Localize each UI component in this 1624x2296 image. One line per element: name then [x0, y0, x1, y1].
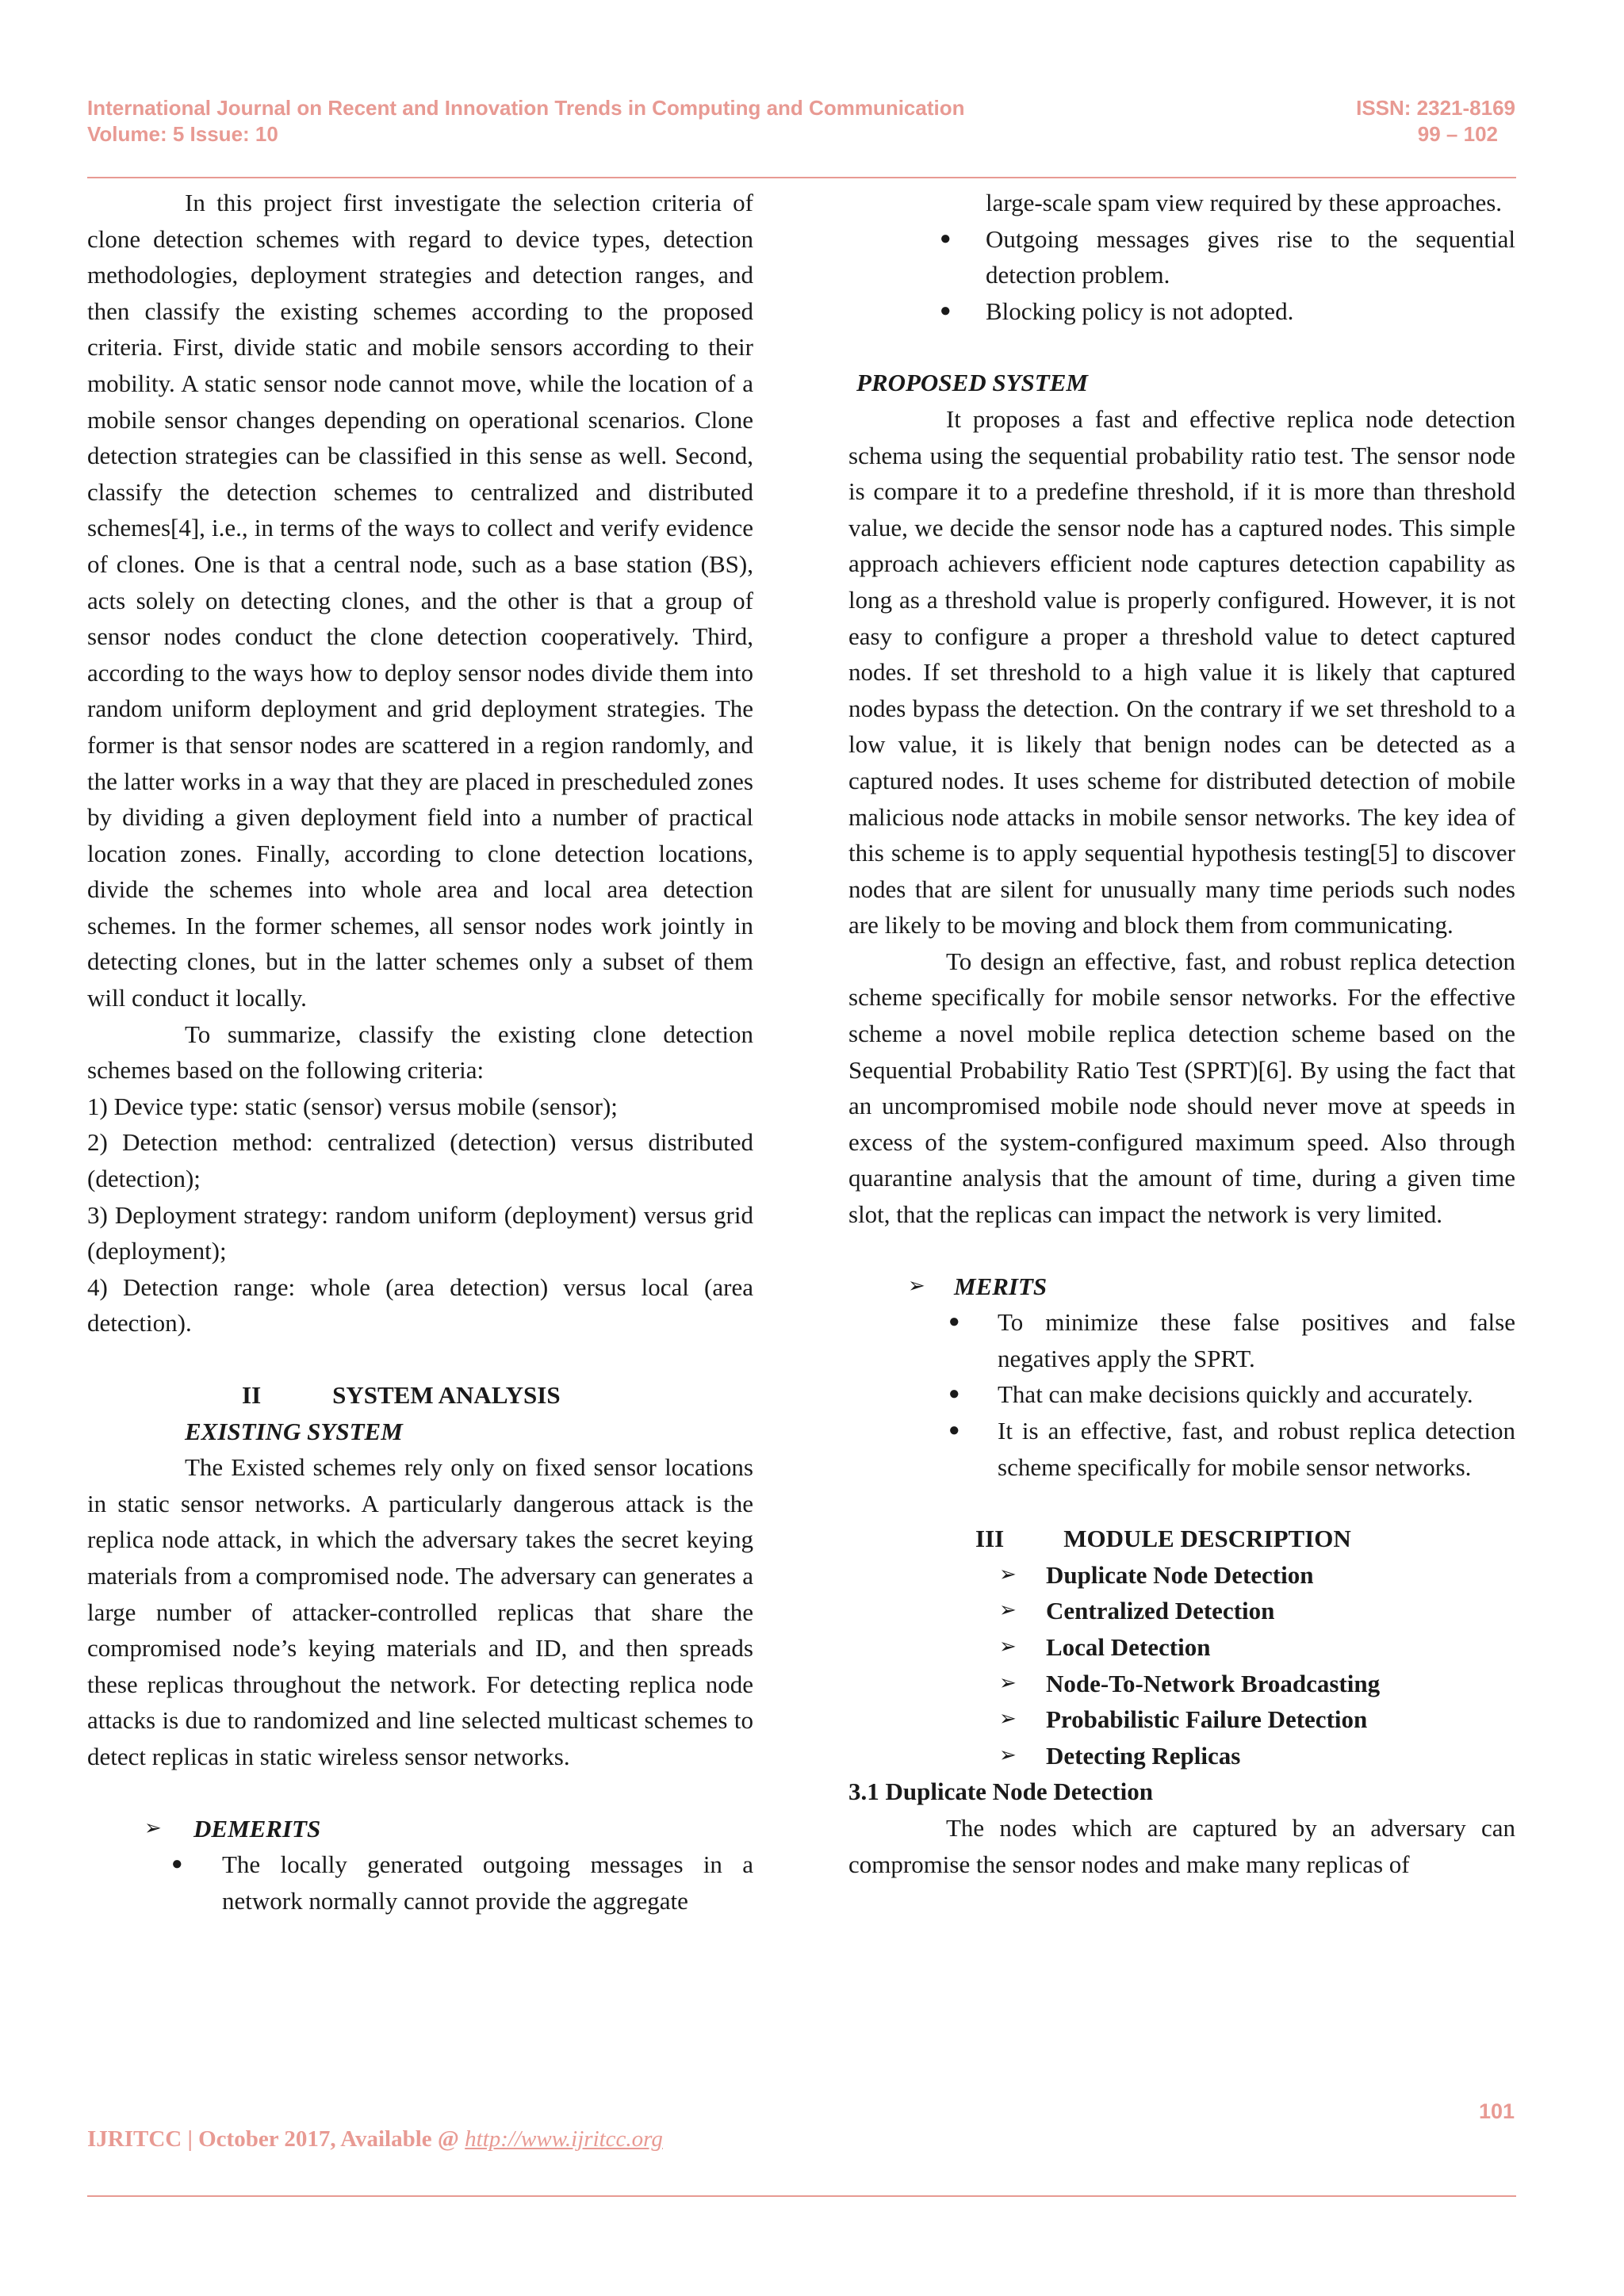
subsection-title: EXISTING SYSTEM	[185, 1417, 403, 1445]
criteria-item: 1) Device type: static (sensor) versus mobile (sensor);	[87, 1092, 618, 1120]
right-column	[848, 185, 1515, 1882]
arrow-bullet-icon: ➢	[999, 1670, 1017, 1695]
bullet-dot-icon: ●	[948, 1311, 960, 1333]
spacer	[848, 329, 1515, 365]
demerits-heading	[87, 1811, 753, 1847]
header-rule	[87, 177, 1516, 178]
paragraph: The Existed schemes rely only on fixed sensor locations in static sensor networks. A particularly dangerous attack is the replica node attack, in which the adversary takes the secret keying materials from a compromised node. The adversary can generates a large number of attacker-controlled replicas that share the compromised node’s keying materials and ID, and then spreads these replicas throughout the network. For detecting replica node attacks is due to randomized and line selected multicast schemes to detect replicas in static wireless sensor networks.	[87, 1453, 753, 1770]
module-name: Detecting Replicas	[1046, 1741, 1241, 1770]
arrow-bullet-icon: ➢	[999, 1634, 1017, 1659]
list-item-text: That can make decisions quickly and accurately.	[998, 1380, 1473, 1409]
criteria-item: 2) Detection method: centralized (detection) versus distributed (detection);	[87, 1128, 753, 1193]
module-item	[848, 1666, 1515, 1702]
journal-title: International Journal on Recent and Innovation Trends in Computing and Communication	[87, 96, 965, 120]
module-name: Duplicate Node Detection	[1046, 1560, 1314, 1589]
list-item	[848, 1304, 1515, 1376]
footer-rule	[87, 2195, 1516, 2197]
bullet-dot-icon: ●	[940, 300, 952, 321]
spacer	[848, 1233, 1515, 1269]
section-heading	[87, 1377, 753, 1414]
issn-header	[1356, 95, 1515, 147]
footer-link[interactable]: http://www.ijritcc.org	[465, 2126, 663, 2152]
module-item	[848, 1557, 1515, 1594]
footer-text: IJRITCC | October 2017, Available @	[87, 2126, 465, 2152]
left-column	[87, 185, 753, 1919]
module-item	[848, 1593, 1515, 1629]
module-item	[848, 1701, 1515, 1738]
list-item	[848, 293, 1515, 330]
criteria-item: 3) Deployment strategy: random uniform (deployment) versus grid (deployment);	[87, 1200, 753, 1265]
subsection-title: PROPOSED SYSTEM	[856, 369, 1088, 397]
module-item	[848, 1629, 1515, 1666]
arrow-bullet-icon: ➢	[144, 1816, 162, 1840]
list-item	[848, 221, 1515, 293]
demerits-title: DEMERITS	[193, 1814, 321, 1843]
section-number: III	[975, 1525, 1005, 1553]
module-name: Centralized Detection	[1046, 1597, 1275, 1625]
arrow-bullet-icon: ➢	[999, 1598, 1017, 1623]
volume-issue: Volume: 5 Issue: 10	[87, 122, 278, 146]
spacer	[87, 1341, 753, 1377]
list-item-text: Blocking policy is not adopted.	[986, 297, 1294, 325]
criteria-item: 4) Detection range: whole (area detection) versus local (area detection).	[87, 1272, 753, 1337]
bullet-dot-icon: ●	[948, 1383, 960, 1405]
arrow-bullet-icon: ➢	[908, 1273, 925, 1298]
module-item	[848, 1738, 1515, 1774]
page-range: 99 – 102	[1417, 122, 1498, 146]
list-item	[848, 1376, 1515, 1413]
paragraph: To design an effective, fast, and robust replica detection scheme specifically for mobile sensor networks. For the effective scheme a novel mobile replica detection scheme based on the Sequential Probability Ratio Test (SPRT)[6]. By using the fact that an uncompromised mobile node should never move at speeds in excess of the system-configured maximum speed. Also through quarantine analysis that the amount of time, during a given time slot, that the replicas can impact the network is very limited.	[848, 947, 1515, 1229]
page-number: 101	[1478, 2099, 1515, 2123]
section-heading	[848, 1521, 1515, 1557]
section-number: II	[242, 1381, 262, 1409]
bullet-dot-icon: ●	[948, 1420, 960, 1441]
footer	[87, 2126, 663, 2152]
journal-header	[87, 95, 965, 147]
merits-heading	[848, 1269, 1515, 1305]
paragraph: In this project first investigate the selection criteria of clone detection schemes with regard to device types, detection methodologies, deployment strategies and detection ranges, and then classify the existing schemes according to the proposed criteria. First, divide static and mobile sensors according to their mobility. A static sensor node cannot move, while the location of a mobile sensor changes depending on operational scenarios. Clone detection strategies can be classified in this sense as well. Second, classify the detection schemes to centralized and distributed schemes[4], i.e., in terms of the ways to collect and verify evidence of clones. One is that a central node, such as a base station (BS), acts solely on detecting clones, and the other is that a group of sensor nodes conduct the clone detection cooperatively. Third, according to the ways how to deploy sensor nodes divide them into random uniform deployment and grid deployment strategies. The former is that sensor nodes are scattered in a region randomly, and the latter works in a way that they are placed in prescheduled zones by dividing a given deployment field into a number of practical location zones. Finally, according to clone detection locations, divide the schemes into whole area and local area detection schemes. In the former schemes, all sensor nodes work jointly in detecting clones, but in the latter schemes only a subset of them will conduct it locally.	[87, 189, 753, 1012]
merits-title: MERITS	[954, 1272, 1048, 1300]
spacer	[848, 1485, 1515, 1521]
arrow-bullet-icon: ➢	[999, 1743, 1017, 1767]
list-item-text: The locally generated outgoing messages in a network normally cannot provide the aggregate	[222, 1850, 753, 1915]
list-item-text: Outgoing messages gives rise to the sequential detection problem.	[986, 224, 1515, 289]
bullet-dot-icon: ●	[940, 228, 952, 249]
section-title: SYSTEM ANALYSIS	[332, 1381, 561, 1409]
spacer	[87, 1775, 753, 1811]
module-name: Local Detection	[1046, 1632, 1211, 1661]
arrow-bullet-icon: ➢	[999, 1562, 1017, 1586]
subsection-heading: 3.1 Duplicate Node Detection	[848, 1777, 1153, 1806]
list-item	[848, 1413, 1515, 1485]
module-name: Probabilistic Failure Detection	[1046, 1705, 1368, 1734]
list-item-continued: large-scale spam view required by these approaches.	[986, 189, 1503, 216]
list-item-text: It is an effective, fast, and robust replica detection scheme specifically for mobile sensor networks.	[998, 1417, 1515, 1481]
bullet-dot-icon: ●	[171, 1854, 183, 1875]
paragraph: To summarize, classify the existing clone detection schemes based on the following criteria:	[87, 1020, 753, 1085]
module-name: Node-To-Network Broadcasting	[1046, 1669, 1381, 1697]
list-item-text: To minimize these false positives and false negatives apply the SPRT.	[998, 1308, 1515, 1372]
list-item	[87, 1846, 753, 1919]
issn: ISSN: 2321-8169	[1356, 96, 1515, 120]
paragraph: The nodes which are captured by an adversary can compromise the sensor nodes and make many replicas of	[848, 1813, 1515, 1878]
arrow-bullet-icon: ➢	[999, 1707, 1017, 1732]
section-title: MODULE DESCRIPTION	[1063, 1525, 1351, 1553]
paragraph: It proposes a fast and effective replica node detection schema using the sequential probability ratio test. The sensor node is compare it to a predefine threshold, if it is more than threshold value, we decide the sensor node has a captured nodes. This simple approach achievers efficient node captures detection capability as long as a threshold value is properly configured. However, it is not easy to configure a proper a threshold value to detect captured nodes. If set threshold to a high value it is likely that captured nodes bypass the detection. On the contrary if we set threshold to a low value, it is likely that benign nodes can be detected as a captured nodes. It uses scheme for distributed detection of mobile malicious node attacks in mobile sensor networks. The key idea of this scheme is to apply sequential hypothesis testing[5] to discover nodes that are silent for unusually many time periods such nodes are likely to be moving and block them from communicating.	[848, 404, 1515, 939]
